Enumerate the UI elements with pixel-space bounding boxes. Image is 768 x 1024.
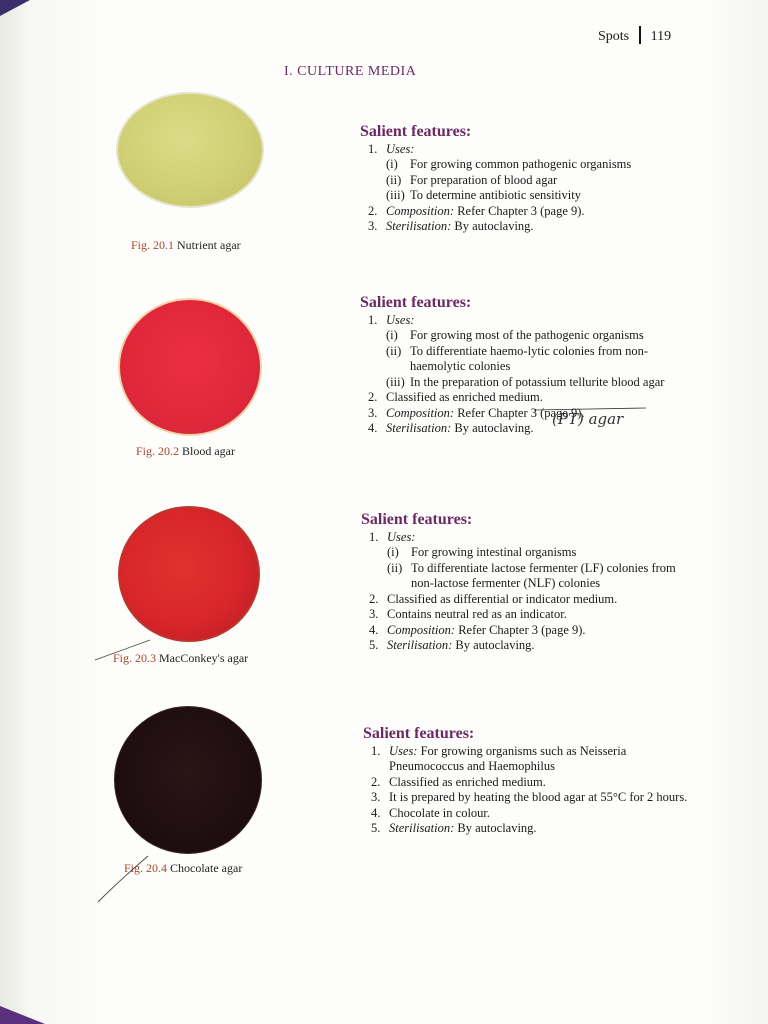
- list-item: 3. Contains neutral red as an indicator.: [369, 607, 567, 621]
- list-item: 2. Classified as differential or indicator medium.: [369, 591, 618, 606]
- list-item: 1. Uses:: [368, 141, 415, 156]
- list-item: 4. Composition: Refer Chapter 3 (page 9).: [369, 622, 586, 637]
- list-item: 1. Uses: For growing organisms such as Neisseria Pneumococcus and Haemophilus: [371, 743, 627, 773]
- section-title: I. CULTURE MEDIA: [284, 64, 417, 79]
- list-item: 5. Sterilisation: By autoclaving.: [371, 821, 537, 835]
- sub-list-item: (ii) For preparation of blood agar: [386, 172, 558, 187]
- running-title: Spots: [598, 29, 630, 44]
- figure-label: Nutrient agar: [177, 238, 241, 252]
- handwritten-note: (PT) agar: [552, 410, 624, 428]
- list-item: 4. Sterilisation: By autoclaving.: [368, 421, 534, 435]
- figure-label: MacConkey's agar: [159, 651, 249, 665]
- features-block-macconkeys-agar: [361, 512, 691, 654]
- page-number: 119: [650, 29, 672, 44]
- figure-number: Fig. 20.3: [113, 651, 157, 665]
- list-item: 3. Sterilisation: By autoclaving.: [368, 219, 534, 233]
- list-item: 1. Uses:: [369, 529, 416, 544]
- sub-list-item: (i) For growing intestinal organisms: [387, 545, 577, 559]
- item-label: Uses:: [386, 141, 415, 156]
- pen-stroke: [98, 856, 148, 902]
- figure-label: Blood agar: [182, 444, 236, 458]
- list-item: 4. Chocolate in colour.: [371, 805, 491, 820]
- figure-number: Fig. 20.2: [136, 444, 180, 458]
- sub-list-item: (iii) To determine antibiotic sensitivity: [386, 188, 581, 202]
- block-heading: Salient features:: [363, 725, 475, 742]
- sub-list-item: (ii) To differentiate lactose fermenter (LF) colonies from non-lactose fermenter (NLF) colonies: [387, 560, 676, 590]
- sub-list-item: (i) For growing common pathogenic organisms: [386, 157, 632, 171]
- pen-stroke: [95, 640, 150, 660]
- list-item: 3. It is prepared by heating the blood agar at 55°C for 2 hours.: [371, 790, 688, 804]
- features-block-nutrient-agar: [360, 124, 690, 235]
- features-block-chocolate-agar: [363, 726, 693, 837]
- figure-number: Fig. 20.1: [131, 238, 175, 252]
- block-heading: Salient features:: [360, 294, 472, 311]
- figure-number: Fig. 20.4: [124, 861, 168, 875]
- sub-list-item: (i) For growing most of the pathogenic organisms: [386, 328, 644, 342]
- sub-list-item: (ii) To differentiate haemo-lytic colonies from non-haemolytic colonies: [386, 343, 649, 373]
- block-heading: Salient features:: [360, 123, 472, 140]
- figure-label: Chocolate agar: [170, 861, 243, 875]
- block-heading: Salient features:: [361, 511, 473, 528]
- list-item: 2. Composition: Refer Chapter 3 (page 9).: [368, 203, 585, 218]
- features-block-blood-agar: [360, 295, 690, 437]
- list-item: 1. Uses:: [368, 312, 415, 327]
- sub-list-item: (iii) In the preparation of potassium tellurite blood agar: [386, 374, 665, 389]
- list-item: 2. Classified as enriched medium.: [371, 774, 546, 789]
- list-item: 5. Sterilisation: By autoclaving.: [369, 638, 535, 652]
- list-item: 3. Composition: Refer Chapter 3 (page 9).: [368, 405, 585, 420]
- list-item: 2. Classified as enriched medium.: [368, 390, 543, 404]
